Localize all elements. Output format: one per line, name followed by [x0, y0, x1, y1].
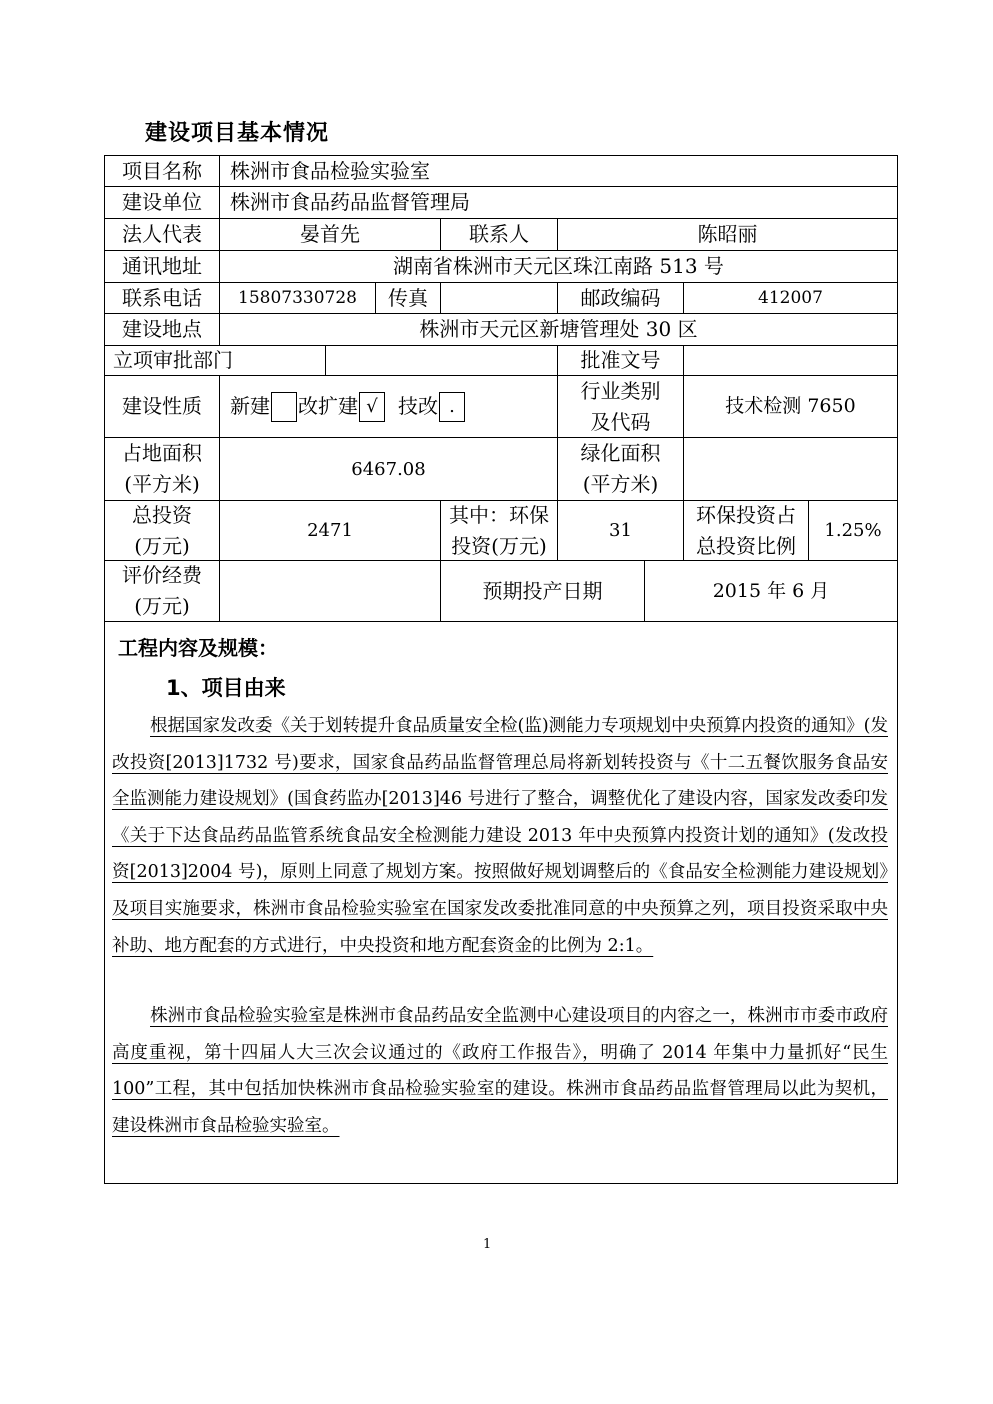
area-value: 6467.08	[220, 438, 558, 501]
contact-label: 联系人	[441, 219, 558, 251]
area-label	[105, 438, 220, 501]
address-label: 通讯地址	[105, 251, 220, 283]
nature-new-text: 新建	[230, 394, 270, 418]
eval-cost-label	[105, 561, 220, 622]
nature-tech-checkbox[interactable]: .	[439, 392, 465, 422]
nature-options	[220, 376, 558, 438]
section-heading: 1、项目由来	[166, 676, 286, 700]
green-label-line-1: 绿化面积	[580, 441, 661, 465]
fax-label: 传真	[376, 283, 441, 314]
area-label-line-2: (平方米)	[124, 472, 200, 496]
page-title: 建设项目基本情况	[145, 121, 330, 146]
phone-label: 联系电话	[105, 283, 220, 314]
industry-label	[558, 376, 684, 438]
approval-dept-label: 立项审批部门	[105, 346, 326, 376]
env-ratio-label-line-2: 总投资比例	[696, 533, 796, 558]
unit-label: 建设单位	[105, 187, 220, 219]
env-invest-value: 31	[558, 501, 684, 561]
page-number: 1	[483, 1237, 492, 1252]
postcode-value: 412007	[684, 283, 897, 314]
legal-rep-value: 晏首先	[220, 219, 441, 251]
env-invest-label-line-1: 其中：环保	[449, 502, 549, 527]
eval-cost-label-line-1: 评价经费	[122, 563, 202, 587]
nature-new-checkbox[interactable]	[271, 392, 297, 422]
fax-value	[441, 283, 558, 314]
eval-cost-label-line-2: (万元)	[134, 594, 190, 618]
green-value	[684, 438, 897, 501]
address-value: 湖南省株洲市天元区珠江南路 513 号	[220, 251, 897, 283]
env-invest-label	[441, 501, 558, 561]
project-name-label: 项目名称	[105, 156, 220, 187]
nature-tech-text: 技改	[398, 394, 438, 418]
paragraph-2-text: 株洲市食品检验实验室是株洲市食品药品安全监测中心建设项目的内容之一，株洲市市委市政府高度重视，第十四届人大三次会议通过的《政府工作报告》，明确了 2014 年集中力量抓好“民生 100”工程，其中包括加快株洲市食品检验实验室的建设。株洲市食品药品监督管理局以此为契机，建设株洲市食品检验实验室。	[112, 1006, 888, 1136]
green-label-line-2: (平方米)	[582, 472, 659, 496]
site-label: 建设地点	[105, 314, 220, 346]
approval-dept-value	[326, 346, 558, 376]
env-ratio-label-line-1: 环保投资占	[696, 502, 796, 527]
green-label	[558, 438, 684, 501]
invest-label	[105, 501, 220, 561]
nature-expand-checkbox[interactable]: √	[359, 392, 385, 422]
approval-no-label: 批准文号	[558, 346, 684, 376]
env-ratio-value: 1.25%	[809, 501, 897, 561]
site-value: 株洲市天元区新塘管理处 30 区	[220, 314, 897, 346]
industry-value: 技术检测 7650	[684, 376, 897, 438]
invest-value: 2471	[220, 501, 441, 561]
industry-label-line-1: 行业类别	[580, 378, 661, 403]
env-invest-label-line-2: 投资(万元)	[451, 533, 547, 558]
project-name-value: 株洲市食品检验实验室	[220, 156, 897, 187]
prod-date-value: 2015 年 6 月	[645, 561, 897, 622]
env-ratio-label	[684, 501, 809, 561]
industry-label-line-2: 及代码	[590, 409, 651, 434]
eval-cost-value	[220, 561, 441, 622]
legal-rep-label: 法人代表	[105, 219, 220, 251]
phone-value: 15807330728	[220, 283, 376, 314]
invest-label-line-1: 总投资	[132, 502, 192, 527]
unit-value: 株洲市食品药品监督管理局	[220, 187, 897, 219]
approval-no-value	[684, 346, 897, 376]
invest-label-line-2: (万元)	[134, 533, 190, 558]
contact-value: 陈昭丽	[558, 219, 897, 251]
paragraph-1	[112, 708, 888, 964]
paragraph-2	[112, 998, 888, 1144]
postcode-label: 邮政编码	[558, 283, 684, 314]
area-label-line-1: 占地面积	[122, 441, 202, 465]
nature-expand-text: 改扩建	[298, 394, 358, 418]
scale-heading: 工程内容及规模：	[118, 636, 278, 660]
prod-date-label: 预期投产日期	[441, 561, 645, 622]
nature-label: 建设性质	[105, 376, 220, 438]
paragraph-1-text: 根据国家发改委《关于划转提升食品质量安全检(监)测能力专项规划中央预算内投资的通知》(发改投资[2013]1732 号)要求，国家食品药品监督管理总局将新划转投资与《十二五餐饮服务食品安全监测能力建设规划》(国食药监办[2013]46 号进行了整合，调整优化了建设内容，国家发改委印发《关于下达食品药品监管系统食品安全检测能力建设 2013 年中央预算内投资计划的通知》(发改投资[2013]2004 号)，原则上同意了规划方案。按照做好规划调整后的《食品安全检测能力建设规划》及项目实施要求，株洲市食品检验实验室在国家发改委批准同意的中央预算之列，项目投资采取中央补助、地方配套的方式进行，中央投资和地方配套资金的比例为 2:1。	[112, 716, 888, 956]
